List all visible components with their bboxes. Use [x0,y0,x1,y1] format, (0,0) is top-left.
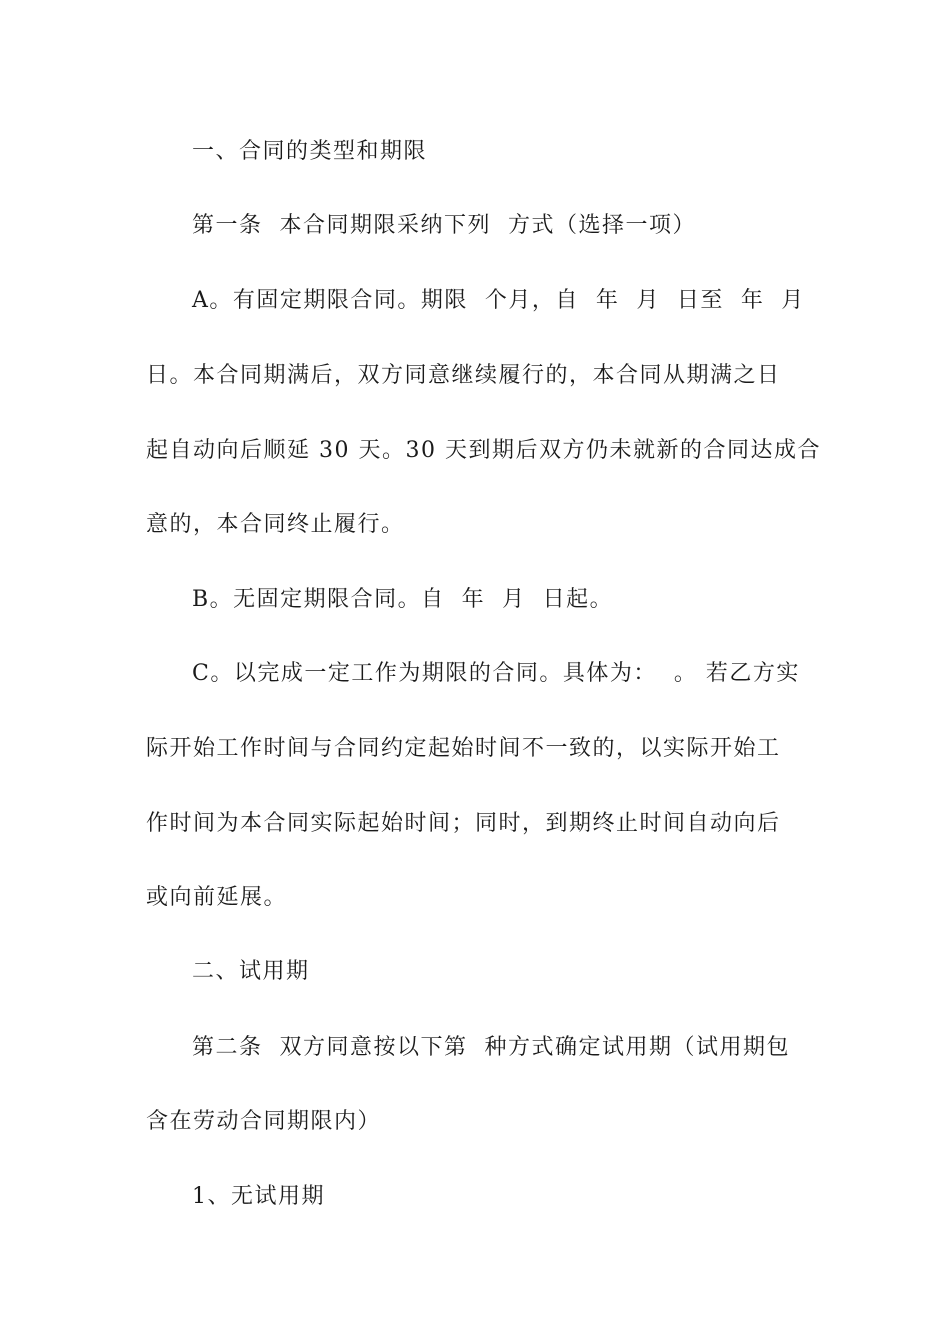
option-b-line-1: B。无固定期限合同。自 年 月 日起。 [192,587,614,612]
article-1-line-1: 第一条 本合同期限采纳下列 方式（选择一项） [192,213,696,238]
option-a-line-3: 起自动向后顺延 30 天。30 天到期后双方仍未就新的合同达成合 [146,438,821,463]
probation-item-1: 1、无试用期 [192,1184,325,1209]
article-2-line-1: 第二条 双方同意按以下第 种方式确定试用期（试用期包 [192,1035,790,1060]
option-a-line-2: 日。本合同期满后，双方同意继续履行的，本合同从期满之日 [146,363,781,388]
option-c-line-4: 或向前延展。 [146,885,288,910]
article-2-line-2: 含在劳动合同期限内） [146,1109,382,1134]
section-heading-probation: 二、试用期 [192,959,310,984]
option-a-line-4: 意的，本合同终止履行。 [146,512,405,537]
option-c-line-3: 作时间为本合同实际起始时间；同时，到期终止时间自动向后 [146,811,781,836]
option-a-line-1: A。有固定期限合同。期限 个月，自 年 月 日至 年 月 [192,288,805,313]
option-c-line-2: 际开始工作时间与合同约定起始时间不一致的，以实际开始工 [146,736,781,761]
option-c-line-1: C。以完成一定工作为期限的合同。具体为： 。 若乙方实 [192,661,800,686]
section-heading-contract-type: 一、合同的类型和期限 [192,139,428,164]
